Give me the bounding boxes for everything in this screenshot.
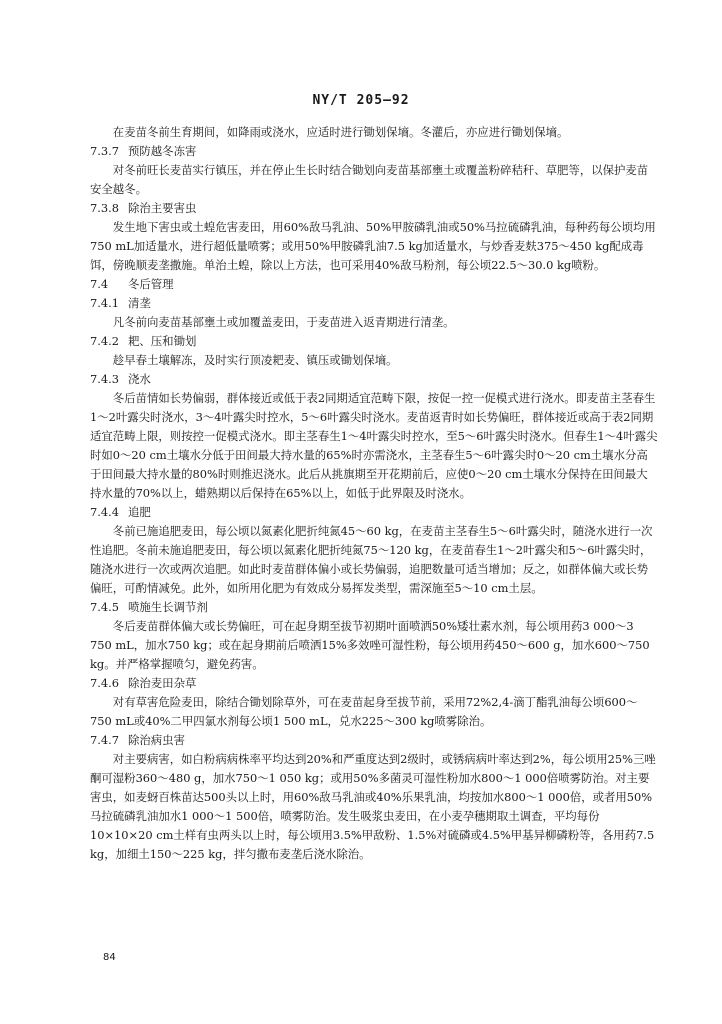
- section-heading: [90, 598, 658, 617]
- section-title: 清垄: [128, 296, 151, 310]
- paragraph: 冬前已施追肥麦田，每公顷以氮素化肥折纯氮45～60 kg，在麦苗主茎春生5～6叶露尖时，随浇水进行一次性追肥。冬前未施追肥麦田，每公顷以氮素化肥折纯氮75～120 kg，在麦苗春生1～2叶露尖和5～6叶露尖时，随浇水进行一次或两次追肥。如此时麦苗群体偏小或长势偏弱，追肥数量可适当增加；反之，如群体偏大或长势偏旺，可酌情减免。此外，如所用化肥为有效成分易挥发类型，需深施至5～10 cm土层。: [90, 524, 653, 595]
- section-number: 7.4.7: [90, 733, 119, 747]
- standard-header: NY/T 205—92: [312, 93, 410, 108]
- section-heading: [90, 142, 658, 161]
- paragraph: 在麦苗冬前生育期间，如降雨或浇水，应适时进行锄划保墒。冬灌后，亦应进行锄划保墒。: [112, 125, 569, 139]
- section-title: 除治麦田杂草: [128, 676, 197, 690]
- paragraph: 冬后苗情如长势偏弱，群体接近或低于表2同期适宜范畴下限，按促一控一促模式进行浇水。即麦苗主茎春生1～2叶露尖时浇水，3～4叶露尖时控水，5～6叶露尖时浇水。麦苗返青时如长势偏旺，群体接近或高于表2同期适宜范畴上限，则按控一促模式浇水。即主茎春生1～4叶露尖时控水，至5～6叶露尖时浇水。但春生1～4叶露尖时如0～20 cm土壤水分低于田间最大持水量的65%时亦需浇水，主茎春生5～6叶露尖时0～20 cm土壤水分高于田间最大持水量的80%时则推迟浇水。此后从挑旗期至开花期前后，应使0～20 cm土壤水分保持在田间最大持水量的70%以上，蜡熟期以后保持在65%以上，如低于此界限及时浇水。: [90, 391, 658, 500]
- section-number: 7.4.1: [90, 296, 119, 310]
- section-heading: [90, 674, 658, 693]
- section-title: 除治病虫害: [128, 733, 185, 747]
- section-title: 冬后管理: [128, 277, 174, 291]
- section-number: 7.4.3: [90, 372, 119, 386]
- paragraph: 对冬前旺长麦苗实行镇压，并在停止生长时结合锄划向麦苗基部壅土或覆盖粉碎秸秆、草肥等，以保护麦苗安全越冬。: [90, 163, 649, 196]
- section-number: 7.4.6: [90, 676, 119, 690]
- section-title: 浇水: [128, 372, 151, 386]
- paragraph: 凡冬前向麦苗基部壅土或加覆盖麦田，于麦苗进入返青期进行清垄。: [112, 315, 455, 329]
- section-heading: [90, 731, 658, 750]
- section-number: 7.4.4: [90, 505, 119, 519]
- section-title: 除治主要害虫: [128, 201, 197, 215]
- paragraph: 发生地下害虫或土蝗危害麦田，用60%敌马乳油、50%甲胺磷乳油或50%马拉硫磷乳油，每种药每公顷均用750 mL加适量水，进行超低量喷雾；或用50%甲胺磷乳油7.5 kg加适量水，与炒香麦麸375～450 kg配成毒饵，傍晚顺麦垄撒施。单治土蝗，除以上方法，也可采用40%敌马粉剂，每公顷22.5～30.0 kg喷粉。: [90, 220, 656, 272]
- section-number: 7.4: [90, 277, 109, 291]
- section-number: 7.4.2: [90, 334, 119, 348]
- section-heading: [90, 199, 658, 218]
- section-heading: [90, 275, 658, 294]
- section-heading: [90, 370, 658, 389]
- section-number: 7.3.7: [90, 144, 119, 158]
- section-title: 耙、压和锄划: [128, 334, 197, 348]
- section-heading: [90, 503, 658, 522]
- section-title: 预防越冬冻害: [128, 144, 197, 158]
- paragraph: 趁早春土壤解冻，及时实行顶凌耙麦、镇压或锄划保墒。: [112, 353, 398, 367]
- section-number: 7.4.5: [90, 600, 119, 614]
- section-title: 追肥: [128, 505, 151, 519]
- page-number: 84: [103, 952, 116, 963]
- section-heading: [90, 294, 658, 313]
- section-heading: [90, 332, 658, 351]
- paragraph: 冬后麦苗群体偏大或长势偏旺，可在起身期至拔节初期叶面喷洒50%矮壮素水剂，每公顷用药3 000～3 750 mL，加水750 kg；或在起身期前后喷洒15%多效唑可湿性粉，每公顷用药450～600 g，加水600～750 kg。并严格掌握喷匀，避免药害。: [90, 619, 650, 671]
- section-title: 喷施生长调节剂: [128, 600, 208, 614]
- paragraph: 对主要病害，如白粉病病株率平均达到20%和严重度达到2级时，或锈病病叶率达到2%，每公顷用25%三唑酮可湿粉360～480 g，加水750～1 050 kg；或用50%多菌灵可湿性粉加水800～1 000倍喷雾防治。对主要害虫，如麦蚜百株苗达500头以上时，用60%敌马乳油或40%乐果乳油，均按加水800～1 000倍，或者用50%马拉硫磷乳油加水1 000～1 500倍，喷雾防治。发生吸浆虫麦田，在小麦孕穗期取土调查，平均每份10×10×20 cm土样有虫两头以上时，每公顷用3.5%甲敌粉、1.5%对硫磷或4.5%甲基异柳磷粉等，各用药7.5 kg，加细土150～225 kg，拌匀撒布麦垄后浇水除治。: [90, 752, 656, 861]
- section-number: 7.3.8: [90, 201, 119, 215]
- paragraph: 对有草害危险麦田，除结合锄划除草外，可在麦苗起身至拔节前，采用72%2,4-滴丁酯乳油每公顷600～750 mL或40%二甲四氯水剂每公顷1 500 mL，兑水225～300 kg喷雾除治。: [90, 695, 638, 728]
- body-text: [90, 123, 658, 864]
